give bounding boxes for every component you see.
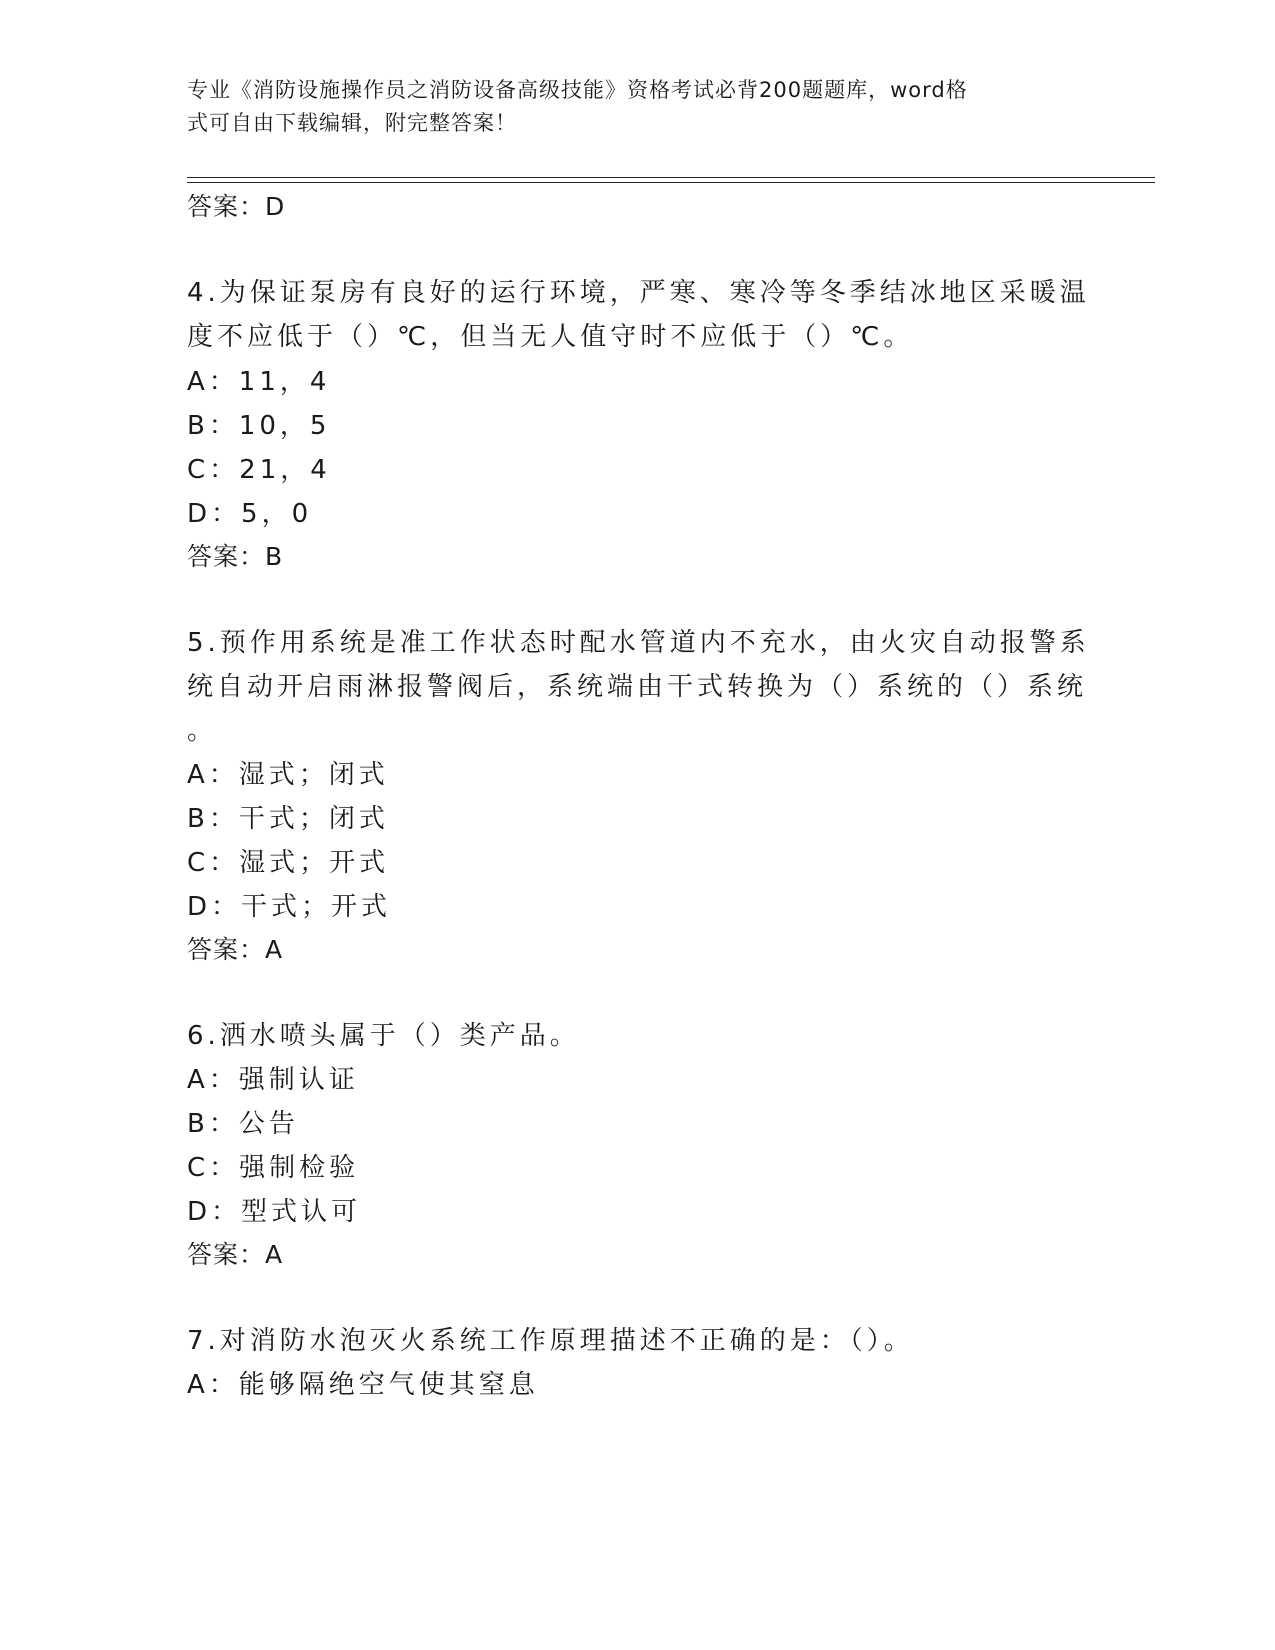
q6-option-c: C：强制检验 [187,1153,360,1183]
q4-option-c: C：21，4 [187,455,331,485]
q7-option-a: A：能够隔绝空气使其窒息 [187,1370,539,1400]
q6-option-d: D：型式认可 [187,1197,362,1227]
header-divider-top [187,177,1155,178]
q4-option-d: D：5，0 [187,499,313,529]
q6-answer: 答案：A [187,1240,284,1269]
q5-answer: 答案：A [187,935,284,964]
q5-option-c: C：湿式；开式 [187,848,390,878]
q6-option-a: A：强制认证 [187,1065,359,1095]
q5-stem-line-3: 。 [187,716,218,746]
q4-option-b: B：10，5 [187,411,331,441]
document-header [187,74,1077,140]
q5-option-d: D：干式；开式 [187,892,392,922]
q6-option-b: B：公告 [187,1109,299,1139]
prev-answer: 答案：D [187,192,286,221]
q5-stem-line-1: 5.预作用系统是准工作状态时配水管道内不充水，由火灾自动报警系 [187,628,1090,658]
q4-option-a: A：11，4 [187,367,331,397]
q6-stem-line-1: 6.洒水喷头属于（）类产品。 [187,1021,580,1051]
q4-answer: 答案：B [187,542,284,571]
header-line-1: 专业《消防设施操作员之消防设备高级技能》资格考试必背200题题库，word格 [187,78,968,102]
q5-option-b: B：干式；闭式 [187,804,389,834]
q4-stem-line-2: 度不应低于（）℃，但当无人值守时不应低于（）℃。 [187,322,914,352]
q5-stem-line-2: 统自动开启雨淋报警阀后，系统端由干式转换为（）系统的（）系统 [187,672,1088,702]
header-divider-bottom [187,182,1155,183]
q5-option-a: A：湿式；闭式 [187,760,389,790]
q7-stem-line-1: 7.对消防水泡灭火系统工作原理描述不正确的是：（）。 [187,1326,914,1356]
q4-stem-line-1: 4.为保证泵房有良好的运行环境，严寒、寒冷等冬季结冰地区采暖温 [187,278,1090,308]
header-line-2: 式可自由下载编辑，附完整答案！ [187,111,517,135]
